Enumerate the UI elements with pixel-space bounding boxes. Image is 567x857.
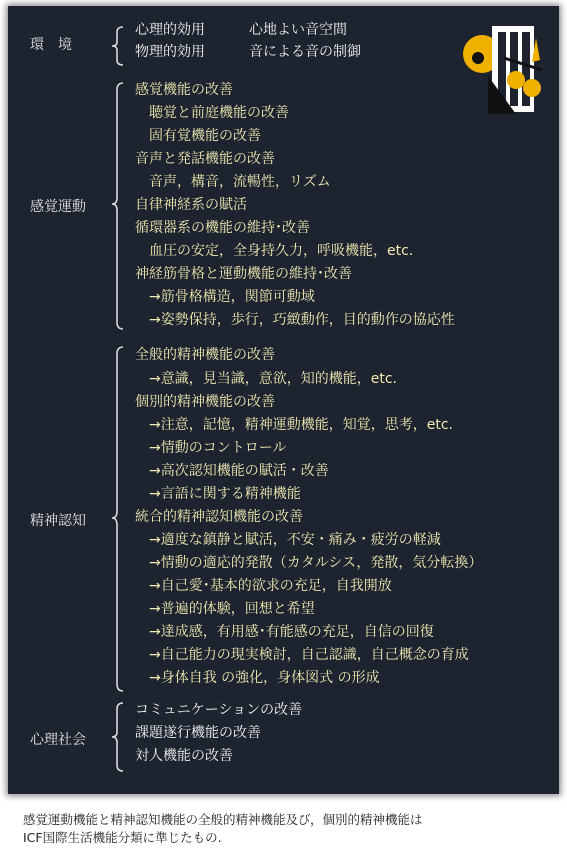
list-item: →意識，見当識，意欲，知的機能，etc. xyxy=(149,371,397,387)
list-item: 循環器系の機能の維持･改善 xyxy=(135,220,310,236)
list-item: コミュニケーションの改善 xyxy=(135,702,303,718)
list-item: →自己愛･基本的欲求の充足，自我開放 xyxy=(149,578,392,594)
list-item: 音声，構音，流暢性，リズム xyxy=(149,174,331,190)
list-item: →普遍的体験，回想と希望 xyxy=(149,601,315,617)
environment-item-value: 心地よい音空間 xyxy=(249,22,347,38)
list-item: →言語に関する精神機能 xyxy=(149,486,301,502)
category-psychocognitive: 精神認知 xyxy=(30,513,86,529)
brace-environment xyxy=(111,26,125,66)
caption-line: 感覚運動機能と精神認知機能の全般的精神機能及び，個別的精神機能は xyxy=(23,812,423,827)
list-item: →情動の適応的発散（カタルシス，発散，気分転換） xyxy=(149,555,483,571)
category-sensorimotor: 感覚運動 xyxy=(30,199,86,215)
list-item: 全般的精神機能の改善 xyxy=(135,347,275,363)
environment-item-label: 心理的効用 xyxy=(135,22,205,38)
list-item: →高次認知機能の賦活・改善 xyxy=(149,463,329,479)
caption-line: ICF国際生活機能分類に準じたもの. xyxy=(23,830,222,845)
list-item: →身体自我 の強化，身体図式 の形成 xyxy=(149,670,380,686)
list-item: →自己能力の現実検討，自己認識，自己概念の育成 xyxy=(149,647,469,663)
list-item: 感覚機能の改善 xyxy=(135,82,233,98)
list-item: →姿勢保持，歩行，巧緻動作，目的動作の協応性 xyxy=(149,312,455,328)
list-item: 神経筋骨格と運動機能の維持･改善 xyxy=(135,266,352,282)
list-item: →適度な鎮静と賦活，不安・痛み・疲労の軽減 xyxy=(149,532,441,548)
list-item: 血圧の安定，全身持久力，呼吸機能，etc. xyxy=(149,243,414,259)
list-item: 音声と発話機能の改善 xyxy=(135,151,275,167)
environment-item-label: 物理的効用 xyxy=(135,44,205,60)
list-item: 対人機能の改善 xyxy=(135,748,233,764)
list-item: →達成感，有用感･有能感の充足，自信の回復 xyxy=(149,624,434,640)
list-item: 統合的精神認知機能の改善 xyxy=(135,509,303,525)
list-item: →筋骨格構造，関節可動域 xyxy=(149,289,315,305)
list-item: 固有覚機能の改善 xyxy=(149,128,261,144)
content-panel xyxy=(8,6,559,794)
list-item: →情動のコントロール xyxy=(149,440,287,456)
music-instruments-logo-icon xyxy=(458,18,550,118)
environment-item-value: 音による音の制御 xyxy=(249,44,361,60)
brace-psychocognitive xyxy=(111,346,125,692)
brace-sensorimotor xyxy=(111,82,125,330)
list-item: 課題遂行機能の改善 xyxy=(135,725,261,741)
list-item: 聴覚と前庭機能の改善 xyxy=(149,105,289,121)
category-psychosocial: 心理社会 xyxy=(30,732,86,748)
list-item: →注意，記憶，精神運動機能，知覚，思考，etc. xyxy=(149,417,453,433)
list-item: 個別的精神機能の改善 xyxy=(135,394,275,410)
brace-psychosocial xyxy=(111,702,125,772)
category-environment: 環 境 xyxy=(30,37,72,53)
list-item: 自律神経系の賦活 xyxy=(135,197,247,213)
caption xyxy=(23,811,423,847)
